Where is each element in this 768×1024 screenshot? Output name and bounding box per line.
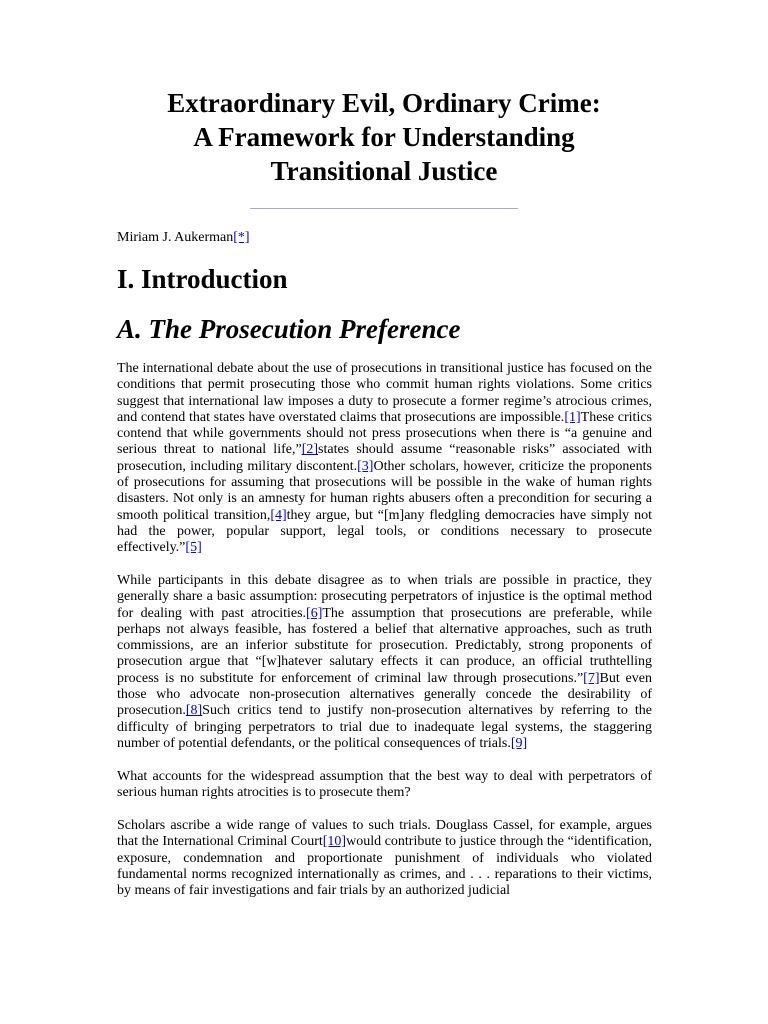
paragraph-text: The international debate about the use of prosecutions in transitional justice has focused on the conditions that permit prosecuting those who commit human rights violations. Some critics suggest that international law imposes a duty to prosecute a former regime’s atrocious crimes, and contend that states have overstated claims that prosecutions are impossible.: [117, 361, 652, 425]
footnote-link[interactable]: [10]: [322, 834, 347, 850]
author-footnote-link[interactable]: [*]: [233, 230, 250, 245]
paragraph-text: What accounts for the widespread assumption that the best way to deal with perpetrators of serious human rights atrocities is to prosecute them?: [117, 769, 652, 801]
paragraph-text: Scholars ascribe a wide range of values to such trials. Douglass Cassel, for example, argues that the International Criminal Court: [117, 818, 652, 850]
paragraph-1: [117, 361, 652, 557]
footnote-link[interactable]: [8]: [185, 703, 203, 719]
paragraph-text: would contribute to justice through the “identification, exposure, condemnation and proportionate punishment of individuals who violated fundamental norms recognized internationally as crimes, and . . . reparations to their victims, by means of fair investigations and fair trials by an authorized judicial: [117, 834, 652, 899]
section-heading: I. Introduction: [117, 264, 288, 294]
paragraph-text: These critics contend that while governments should not press prosecutions when there is “a genuine and serious threat to national life,”: [117, 409, 652, 458]
paragraph-text: The assumption that prosecutions are preferable, while perhaps not always feasible, has fostered a belief that alternative approaches, such as truth commissions, are an inferior substitute for prosecution. Predictably, strong proponents of prosecution argue that “[w]hatever salutary effects it can produce, an official truthtelling process is no substitute for enforcement of criminal law through prosecutions.”: [117, 605, 652, 686]
paragraph-text: Other scholars, however, criticize the proponents of prosecutions for assuming that prosecutions will be possible in the wake of human rights disasters. Not only is an amnesty for human rights abusers often a precondition for securing a smooth political transition,: [117, 458, 652, 523]
footnote-link[interactable]: [6]: [306, 605, 323, 621]
footnote-link[interactable]: [9]: [510, 735, 528, 751]
author-line: [117, 229, 250, 247]
footnote-link[interactable]: [5]: [185, 540, 202, 556]
paragraph-text: states should assume “reasonable risks” associated with prosecution, including military discontent.: [117, 442, 653, 474]
document-title: [0, 86, 768, 188]
paragraph-text: While participants in this debate disagree as to when trials are possible in practice, they generally share a basic assumption: prosecuting perpetrators of injustice is the optimal method for dealing with past atrocities.: [117, 573, 652, 621]
footnote-link[interactable]: [3]: [357, 458, 374, 474]
paragraph-text: Such critics tend to justify non-prosecution alternatives by referring to the difficulty of bringing perpetrators to trial due to inadequate legal systems, the staggering number of potential defendants, or the political consequences of trials.: [117, 703, 652, 751]
paragraph-text: they argue, but “[m]any fledgling democracies have simply not had the power, popular support, legal tools, or conditions necessary to prosecute effectively.”: [117, 507, 652, 556]
paragraph-4: [117, 818, 652, 899]
author-name: Miriam J. Aukerman: [117, 230, 234, 245]
title-line-2: A Framework for Understanding: [193, 122, 575, 152]
subsection-heading: A. The Prosecution Preference: [117, 314, 461, 344]
footnote-link[interactable]: [2]: [301, 442, 319, 458]
horizontal-rule: [250, 208, 518, 209]
footnote-link[interactable]: [7]: [583, 670, 600, 686]
paragraph-text: But even those who advocate non-prosecution alternatives generally concede the desirability of prosecution.: [117, 670, 652, 719]
title-line-1: Extraordinary Evil, Ordinary Crime:: [167, 88, 601, 118]
paragraph-2: [117, 573, 652, 752]
footnote-link[interactable]: [1]: [564, 409, 581, 425]
footnote-link[interactable]: [4]: [270, 507, 287, 523]
paragraph-3: [117, 769, 652, 802]
title-line-3: Transitional Justice: [270, 156, 498, 186]
